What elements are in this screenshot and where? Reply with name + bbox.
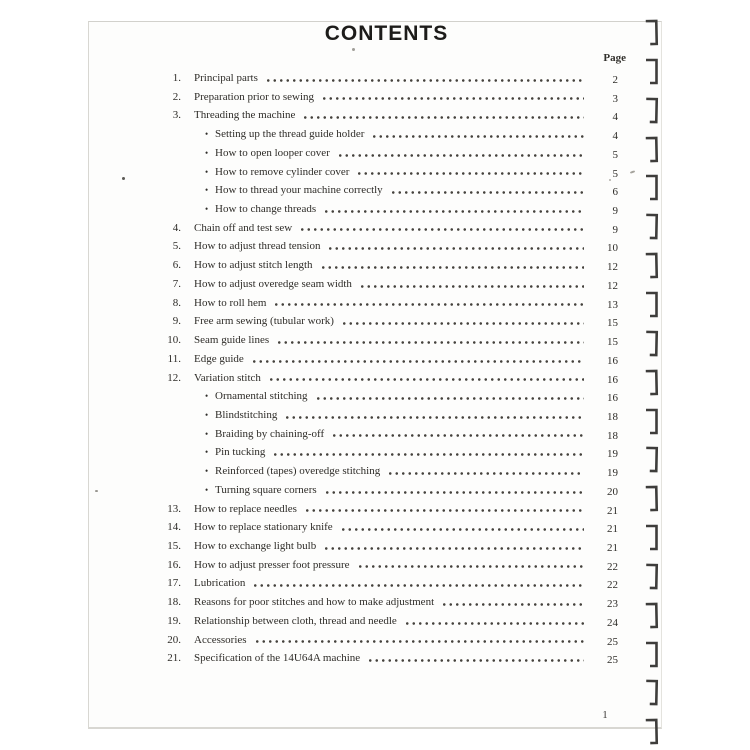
bullet-icon: • [205,466,209,477]
dot-leader [252,584,584,587]
dot-leader [323,210,584,213]
toc-row [155,312,618,331]
bullet-icon: • [205,185,209,196]
toc-row [155,69,618,88]
toc-entry-label: Accessories [194,633,247,646]
toc-entry-label: Pin tucking [215,446,266,459]
toc-entry-page-number: 15 [607,317,618,330]
scan-speck [95,490,98,492]
dot-leader [390,191,584,194]
toc-entry-label: How to change threads [215,203,317,216]
page-title: CONTENTS [324,22,449,45]
binding-hook-icon [644,134,661,163]
toc-row [155,425,618,444]
toc-row [155,649,618,668]
toc-row [155,518,618,537]
toc-entry-label: Seam guide lines [194,334,270,347]
toc-entry-page-number: 3 [612,92,618,105]
scan-speck [352,48,355,51]
toc-entry-page-number: 16 [607,354,618,367]
binding-hook-icon [644,96,661,125]
toc-entry-label: Turning square corners [215,483,317,496]
toc-entry-number: 15. [167,539,181,552]
dot-leader [315,397,584,400]
toc-entry-number: 11. [167,352,181,365]
dot-leader [254,640,584,643]
dot-leader [276,341,584,344]
dot-leader [340,528,584,531]
binding-hook-icon [644,290,660,319]
toc-entry-number: 10. [167,334,181,347]
dot-leader [265,79,584,82]
toc-row [155,256,618,275]
toc-entry-label: How to adjust thread tension [194,240,321,253]
binding-hook-icon [644,678,661,707]
toc-entry-page-number: 21 [607,523,618,536]
toc-entry-label: How to adjust presser foot pressure [194,558,350,571]
toc-entry-page-number: 5 [612,148,618,161]
toc-row [155,125,618,144]
binding-hook-icon [644,601,661,630]
toc-entry-page-number: 10 [607,242,618,255]
binding-hook-icon [644,329,661,358]
toc-row [155,350,618,369]
toc-entry-page-number: 16 [607,373,618,386]
dot-leader [321,97,584,100]
dot-leader [387,472,584,475]
dot-leader [273,303,584,306]
binding-hook-icon [644,445,661,474]
toc-entry-label: Relationship between cloth, thread and needle [194,614,397,627]
dot-leader [272,453,584,456]
toc-entry-label: How to adjust overedge seam width [194,277,352,290]
toc-entry-number: 14. [167,521,181,534]
bullet-icon: • [205,409,209,420]
toc-row [155,200,618,219]
toc-entry-number: 9. [172,315,181,328]
toc-entry-page-number: 25 [607,654,618,667]
toc-entry-number: 3. [172,109,181,122]
toc-entry-number: 1. [172,72,181,84]
dot-leader [284,416,584,419]
toc-entry-label: How to replace stationary knife [194,521,333,534]
dot-leader [357,565,585,568]
toc-entry-number: 8. [172,296,181,309]
toc-entry-page-number: 20 [607,485,618,498]
toc-row [155,631,618,650]
dot-leader [371,135,584,138]
toc-entry-label: How to thread your machine correctly [215,184,383,197]
toc-entry-label: Preparation prior to sewing [194,90,315,103]
toc-entry-page-number: 19 [607,448,618,461]
toc-row [155,219,618,238]
binding-hook-icon [644,717,661,746]
toc-entry-label: How to open looper cover [215,146,330,159]
toc-row [155,163,618,182]
toc-row [155,106,618,125]
binding-hook-icon [644,57,660,86]
toc-entry-label: Ornamental stitching [215,390,308,403]
toc-entry-label: How to remove cylinder cover [215,165,350,178]
toc-entry-label: Lubrication [194,577,246,590]
toc-row [155,481,618,500]
bullet-icon: • [205,166,209,177]
binding-hook-icon [644,251,661,280]
dot-leader [404,622,584,625]
toc-row [155,387,618,406]
binding-hook-icon [644,367,661,396]
binding-hook-icon [644,173,660,202]
toc-entry-label: Chain off and test sew [194,221,293,234]
bullet-icon: • [205,428,209,439]
toc-entry-page-number: 13 [607,298,618,311]
toc-entry-page-number: 25 [607,635,618,648]
toc-entry-page-number: 9 [612,223,618,236]
dot-leader [367,659,584,662]
toc-row [155,500,618,519]
toc-entry-number: 13. [167,502,181,515]
toc-entry-label: Free arm sewing (tubular work) [194,315,334,328]
toc-row [155,443,618,462]
toc-row [155,612,618,631]
dot-leader [299,228,584,231]
toc-entry-page-number: 4 [612,130,618,143]
toc-entry-label: How to roll hem [194,296,267,309]
bullet-icon: • [205,204,209,215]
bullet-icon: • [205,391,209,402]
toc-entry-label: How to exchange light bulb [194,539,317,552]
page-column-label: Page [603,52,626,64]
toc-entry-label: Braiding by chaining-off [215,427,325,440]
dot-leader [251,360,584,363]
toc-entry-label: Edge guide [194,352,244,365]
footer-page-number: 1 [602,710,608,721]
toc-row [155,275,618,294]
toc-entry-page-number: 12 [607,279,618,292]
toc-entry-page-number: 18 [607,429,618,442]
binding-hook-icon [644,484,661,513]
bullet-icon: • [205,129,209,140]
toc-entry-label: Reinforced (tapes) overedge stitching [215,465,381,478]
bullet-icon: • [205,447,209,458]
toc-entry-page-number: 9 [612,205,618,218]
toc-entry-label: Principal parts [194,72,258,84]
toc-entry-number: 2. [172,90,181,103]
toc-entry-page-number: 4 [612,111,618,124]
toc-entry-label: How to adjust stitch length [194,259,313,272]
toc-row [155,406,618,425]
dot-leader [359,285,584,288]
toc-entry-page-number: 21 [607,541,618,554]
toc-entry-page-number: 23 [607,598,618,611]
toc-entry-page-number: 22 [607,560,618,573]
toc-entry-number: 12. [167,371,181,384]
toc-entry-page-number: 16 [607,392,618,405]
toc-entry-label: Specification of the 14U64A machine [194,652,361,665]
toc-entry-page-number: 6 [612,186,618,199]
toc-entry-number: 21. [167,652,181,665]
toc-entry-number: 17. [167,577,181,590]
toc-row [155,144,618,163]
toc-entry-number: 19. [167,614,181,627]
binding-hooks-column [644,0,662,750]
toc-entry-page-number: 24 [607,616,618,629]
dot-leader [324,491,584,494]
bullet-icon: • [205,484,209,495]
toc-list [155,69,618,668]
toc-row [155,294,618,313]
dot-leader [356,172,584,175]
binding-hook-icon [644,212,661,241]
toc-row [155,331,618,350]
toc-entry-number: 7. [172,277,181,290]
toc-entry-page-number: 18 [607,410,618,423]
toc-entry-label: Blindstitching [215,408,278,421]
toc-entry-page-number: 22 [607,579,618,592]
binding-hook-icon [644,407,660,436]
scan-speck [609,179,611,181]
toc-entry-number: 6. [172,259,181,272]
toc-row [155,181,618,200]
toc-entry-label: Variation stitch [194,371,261,384]
dot-leader [341,322,584,325]
dot-leader [323,547,584,550]
dot-leader [320,266,584,269]
toc-row [155,593,618,612]
binding-hook-icon [644,18,661,47]
toc-entry-label: Setting up the thread guide holder [215,128,365,141]
binding-hook-icon [644,562,661,591]
binding-hook-icon [644,523,660,552]
bullet-icon: • [205,147,209,158]
toc-entry-number: 5. [172,240,181,253]
toc-entry-page-number: 12 [607,261,618,274]
toc-row [155,237,618,256]
toc-row [155,369,618,388]
dot-leader [337,154,584,157]
binding-hook-icon [644,640,660,669]
toc-entry-label: Threading the machine [194,109,296,122]
toc-entry-label: Reasons for poor stitches and how to make adjustment [194,596,435,609]
dot-leader [441,603,584,606]
toc-entry-number: 16. [167,558,181,571]
toc-entry-page-number: 21 [607,504,618,517]
dot-leader [268,378,584,381]
dot-leader [327,247,584,250]
toc-entry-number: 4. [172,221,181,234]
toc-row [155,574,618,593]
toc-entry-number: 18. [167,596,181,609]
toc-entry-page-number: 5 [612,167,618,180]
toc-entry-label: How to replace needles [194,502,297,515]
toc-entry-number: 20. [167,633,181,646]
scan-speck [122,177,125,180]
toc-row [155,88,618,107]
dot-leader [302,116,584,119]
dot-leader [304,509,584,512]
toc-entry-page-number: 19 [607,467,618,480]
toc-row [155,462,618,481]
toc-row [155,556,618,575]
toc-row [155,537,618,556]
dot-leader [331,434,584,437]
toc-entry-page-number: 15 [607,336,618,349]
toc-entry-page-number: 2 [612,74,618,86]
